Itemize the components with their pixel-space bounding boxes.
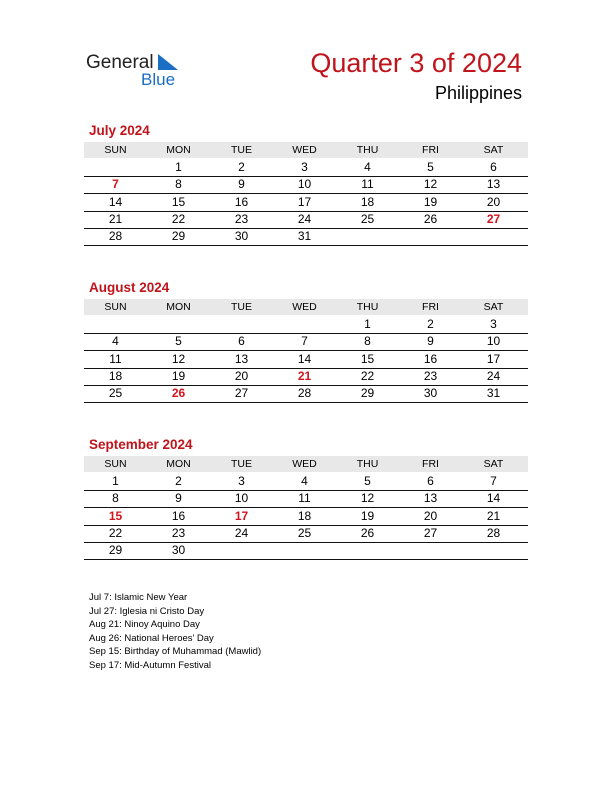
day-cell: 19 — [360, 508, 375, 523]
day-cell: 13 — [486, 177, 501, 192]
day-cell: 12 — [360, 491, 375, 506]
holiday-day-cell: 27 — [486, 211, 501, 226]
day-cell: 28 — [486, 525, 501, 540]
weekday-label: SAT — [483, 458, 504, 470]
day-cell: 25 — [360, 211, 375, 226]
day-cell: 3 — [238, 474, 245, 488]
day-cell: 12 — [423, 177, 438, 192]
day-cell: 3 — [301, 160, 308, 174]
weekday-label: MON — [166, 144, 191, 156]
day-cell: 28 — [297, 386, 312, 401]
weekday-label: TUE — [231, 144, 252, 156]
day-cell: 8 — [175, 177, 182, 192]
page-title: Quarter 3 of 2024 — [310, 48, 522, 78]
weekday-label: WED — [292, 301, 317, 313]
weekday-label: SAT — [483, 144, 504, 156]
day-cell: 3 — [490, 317, 497, 331]
day-cell: 16 — [171, 508, 186, 523]
week-row — [84, 490, 528, 508]
day-cell: 2 — [238, 160, 245, 174]
holiday-day-cell: 21 — [297, 368, 312, 383]
day-cell: 6 — [238, 334, 245, 349]
day-cell: 23 — [423, 368, 438, 383]
weekday-label: FRI — [422, 144, 439, 156]
week-row — [84, 333, 528, 351]
day-cell: 14 — [297, 351, 312, 366]
holiday-day-cell: 7 — [112, 177, 119, 192]
week-row — [84, 508, 528, 526]
day-cell: 18 — [360, 194, 375, 209]
day-cell: 10 — [234, 491, 249, 506]
day-cell: 5 — [364, 474, 371, 488]
day-cell: 29 — [108, 543, 123, 558]
week-row — [84, 473, 528, 491]
day-cell: 2 — [175, 474, 182, 488]
holiday-note: Sep 17: Mid-Autumn Festival — [89, 659, 211, 671]
day-cell: 25 — [297, 525, 312, 540]
day-cell: 20 — [234, 368, 249, 383]
day-cell: 6 — [427, 474, 434, 488]
weekday-label: MON — [166, 301, 191, 313]
day-cell: 18 — [108, 368, 123, 383]
weekday-label: THU — [356, 144, 379, 156]
week-row — [84, 542, 528, 560]
day-cell: 8 — [112, 491, 119, 506]
holiday-day-cell: 26 — [171, 386, 186, 401]
holiday-day-cell: 15 — [108, 508, 123, 523]
day-cell: 17 — [486, 351, 501, 366]
day-cell: 16 — [423, 351, 438, 366]
day-cell: 15 — [171, 194, 186, 209]
day-cell: 19 — [171, 368, 186, 383]
holiday-note: Aug 21: Ninoy Aquino Day — [89, 619, 200, 631]
day-cell: 24 — [297, 211, 312, 226]
day-cell: 11 — [361, 177, 374, 192]
country-subtitle: Philippines — [434, 83, 522, 103]
day-cell: 28 — [108, 229, 123, 244]
logo-text-general: General — [86, 52, 154, 73]
holiday-note: Aug 26: National Heroes’ Day — [89, 632, 214, 644]
week-row — [84, 368, 528, 386]
day-cell: 26 — [423, 211, 438, 226]
day-cell: 30 — [171, 543, 186, 558]
day-cell: 4 — [112, 334, 119, 349]
week-row — [84, 159, 528, 177]
day-cell: 29 — [171, 229, 186, 244]
day-cell: 7 — [301, 334, 308, 349]
weekday-label: SAT — [483, 301, 504, 313]
holiday-note: Jul 7: Islamic New Year — [89, 592, 188, 603]
day-cell: 10 — [486, 334, 501, 349]
weekday-label: FRI — [422, 301, 439, 313]
holiday-note: Sep 15: Birthday of Muhammad (Mawlid) — [89, 646, 262, 658]
day-cell: 26 — [360, 525, 375, 540]
weekday-label: TUE — [231, 301, 252, 313]
day-cell: 1 — [112, 474, 119, 488]
holiday-day-cell: 17 — [234, 508, 249, 523]
day-cell: 24 — [486, 368, 501, 383]
month-title: September 2024 — [89, 437, 193, 452]
day-cell: 7 — [490, 474, 497, 488]
day-cell: 27 — [234, 386, 249, 401]
day-cell: 22 — [171, 211, 186, 226]
week-row — [84, 228, 528, 246]
day-cell: 11 — [298, 491, 311, 506]
weekday-label: THU — [356, 301, 379, 313]
week-row — [84, 525, 528, 543]
day-cell: 31 — [297, 229, 312, 244]
weekday-label: SUN — [104, 144, 127, 156]
day-cell: 12 — [171, 351, 186, 366]
week-row — [84, 194, 528, 212]
day-cell: 22 — [360, 368, 375, 383]
day-cell: 13 — [234, 351, 249, 366]
week-row — [84, 176, 528, 194]
day-cell: 25 — [108, 386, 123, 401]
weekday-label: WED — [292, 144, 317, 156]
day-cell: 19 — [423, 194, 438, 209]
weekday-label: FRI — [422, 458, 439, 470]
day-cell: 23 — [234, 211, 249, 226]
week-row — [84, 211, 528, 229]
day-cell: 14 — [108, 194, 123, 209]
day-cell: 11 — [109, 351, 122, 366]
holiday-notes — [89, 591, 261, 673]
week-row — [84, 316, 528, 334]
day-cell: 17 — [297, 194, 312, 209]
day-cell: 4 — [301, 474, 308, 488]
day-cell: 24 — [234, 525, 249, 540]
day-cell: 22 — [108, 525, 123, 540]
weekday-label: TUE — [231, 458, 252, 470]
month-title: August 2024 — [89, 280, 170, 295]
day-cell: 30 — [423, 386, 438, 401]
day-cell: 9 — [175, 491, 182, 506]
weekday-label: SUN — [104, 301, 127, 313]
day-cell: 8 — [364, 334, 371, 349]
weekday-label: WED — [292, 458, 317, 470]
day-cell: 10 — [297, 177, 312, 192]
day-cell: 21 — [486, 508, 501, 523]
day-cell: 29 — [360, 386, 375, 401]
weekday-label: SUN — [104, 458, 127, 470]
weekday-header-row — [84, 299, 528, 315]
day-cell: 1 — [364, 317, 371, 331]
logo-text-blue: Blue — [141, 70, 176, 89]
logo — [86, 52, 186, 92]
day-cell: 16 — [234, 194, 249, 209]
day-cell: 4 — [364, 160, 371, 174]
week-row — [84, 351, 528, 369]
day-cell: 21 — [108, 211, 123, 226]
day-cell: 5 — [175, 334, 182, 349]
holiday-note: Jul 27: Iglesia ni Cristo Day — [89, 605, 205, 617]
day-cell: 15 — [360, 351, 375, 366]
day-cell: 14 — [486, 491, 501, 506]
day-cell: 30 — [234, 229, 249, 244]
day-cell: 6 — [490, 160, 497, 174]
day-cell: 13 — [423, 491, 438, 506]
weekday-header-row — [84, 456, 528, 472]
day-cell: 9 — [427, 334, 434, 349]
week-row — [84, 385, 528, 403]
day-cell: 9 — [238, 177, 245, 192]
weekday-label: THU — [356, 458, 379, 470]
logo-triangle-icon — [158, 54, 180, 72]
day-cell: 1 — [175, 160, 182, 174]
day-cell: 18 — [297, 508, 312, 523]
day-cell: 23 — [171, 525, 186, 540]
weekday-label: MON — [166, 458, 191, 470]
day-cell: 20 — [486, 194, 501, 209]
day-cell: 31 — [486, 386, 501, 401]
day-cell: 2 — [427, 317, 434, 331]
day-cell: 27 — [423, 525, 438, 540]
weekday-header-row — [84, 142, 528, 158]
day-cell: 5 — [427, 160, 434, 174]
month-title: July 2024 — [89, 123, 150, 138]
day-cell: 20 — [423, 508, 438, 523]
